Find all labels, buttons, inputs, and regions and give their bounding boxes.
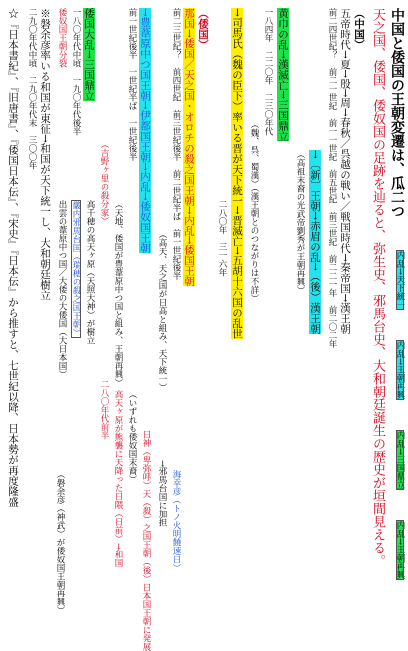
right-label-2: 内乱→王朝再興 [395,341,405,400]
china-line-2 [310,150,321,334]
intro-line: 天之国、倭国、倭奴国の足跡を辿ると、弥生史、邪馬台史、大和朝廷誕生の歴史が垣間見える。 [370,8,385,567]
wa-line-3-b-text: 畿内邪馬台国（瑞穂の殺之国王朝） [71,201,81,337]
wa-line-3-text: 倭国大乱→三国鼎立 [83,8,95,101]
china-line-4-text: →司馬氏（魏の臣下）率いる晋が天下統一→晋滅亡→五胡十六国の乱世 [231,8,243,339]
wa-line-3 [84,8,95,101]
china-heading: （中国） [353,8,365,50]
china-line-2-note: （高祖末裔の光武帝劉秀が王朝再興） [295,150,305,295]
china-line-3-dates: 一八四年 二二〇年 二三〇年代 [263,8,273,136]
wa-line-3-a: 高千穂の高天ヶ原（天照大神）が樹立 [85,200,95,345]
wa-line-4-text: ※磐余彦率いる和国が東征→和国が天下統一し、大和朝廷樹立 [39,8,51,301]
wa-line-1 [184,8,195,286]
wa-line-4-dates: 二九〇年代中頃 二九〇年代末 三〇〇年 [27,8,37,170]
wa-line-4 [40,8,51,300]
china-line-4 [232,8,243,339]
wa-line-3-b [72,200,81,338]
wa-heading: （倭国） [197,8,209,50]
wa-line-1-dates: 前二三世紀？ 前四世紀 前三世紀後半 前二世紀半ば 前一世紀後半 [171,8,181,280]
wa-line-3-d: 高天ヶ原が熊襲に天降った日隈（日前）→和国 [113,390,123,568]
wa-line-3-dates: 一八〇年代中頃 一九〇年代後半 [71,8,81,136]
china-line-2-text: →〔新〕王朝→赤眉の乱→（後）漢王朝 [309,150,321,334]
china-line-3-text: 黄巾の乱→漢滅亡→三国鼎立 [277,8,289,142]
wa-line-2-note: （天地、倭国が豊葦原中つ国と組み、王朝再興） [113,200,123,387]
china-line-1: 五帝時代→夏→殷→周→春秋／呉越の戦い／戦国時代→秦帝国→漢王朝 [339,8,351,334]
china-line-3 [278,8,289,141]
wa-line-2-dates: 前一世紀後半 一世紀半ば 一世紀後半 [127,8,137,161]
footnote: ☆『日本書紀』、『旧唐書』、『倭国日本伝』、『宋史』『日本伝』から推すと、七世紀以降、日本勢が再度隆盛 [7,8,19,507]
china-line-3-note: （魏、呉、蜀漢）（漢王朝とのつながりは不詳） [249,120,259,303]
wa-line-3-sub: 倭奴国王朝分裂 [57,8,67,68]
page-title: 中国と倭国の王朝変遷は、瓜二つ [389,8,405,218]
wa-line-2 [140,8,151,253]
wa-line-3-dates2: 二八〇年代前半 [99,380,109,440]
wa-line-3-d-note: （いずれも倭奴国末裔） [127,390,137,484]
wa-line-3-f: 海幸彦（トノ火明饒速日） [171,470,181,572]
right-label-1: 内乱→天下統一 [395,251,405,310]
right-label-4: 内乱→王朝再興 [395,521,405,580]
wa-line-3-e: 日神（卑弥呼）天（殺）之国王朝（後）日本国王朝に発展 [141,430,151,651]
wa-line-3-c: 出雲の葦原中つ国／大倭の大倭国（大日本国） [57,200,67,379]
china-line-4-dates: 二八〇年 三一六年 [217,200,227,277]
wa-line-1-note: （高天、天之国が日高と組み、天下統一） [157,230,167,392]
wa-line-3-e2: →邪馬台国に加担 [157,460,167,527]
wa-line-1-text: 那国→倭国／天之国・オロチの殺之国王朝→内乱→倭国王朝 [183,8,195,287]
wa-line-2-text: →豊葦原中つ国王朝→伊都国王朝→内乱→倭奴国王朝 [139,8,151,254]
wa-line-4-note: （磐余彦（神武）が倭奴国王朝再興） [55,470,65,615]
china-line-1-dates: 前二四世紀？ 前二一世紀 前一一世紀 前五世紀 前三世紀 前二二一年 前二〇二年 [327,8,337,348]
right-label-3: 内乱→三国鼎立 [395,431,405,490]
wa-line-2-sub: （吉野ヶ里の殺分家） [99,140,109,225]
